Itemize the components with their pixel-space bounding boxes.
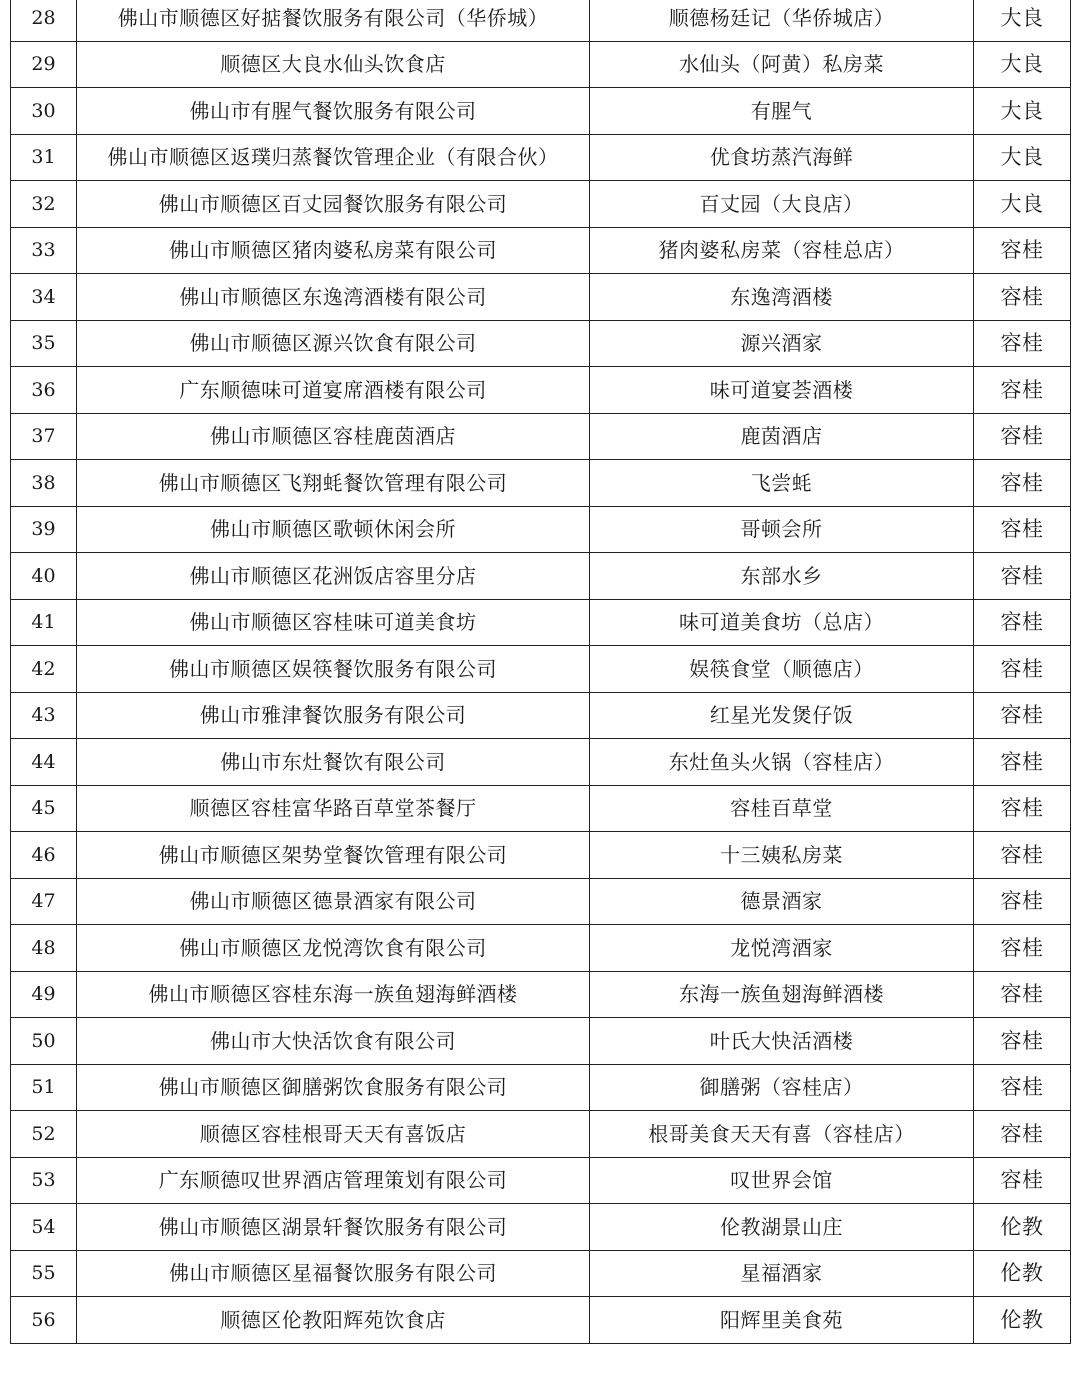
company-name-cell: 佛山市顺德区架势堂餐饮管理有限公司 — [77, 832, 590, 879]
row-number-cell: 37 — [11, 413, 77, 460]
company-name-cell: 佛山市顺德区源兴饮食有限公司 — [77, 320, 590, 367]
brand-name-cell: 十三姨私房菜 — [590, 832, 974, 879]
brand-name-cell: 御膳粥（容桂店） — [590, 1064, 974, 1111]
town-cell: 容桂 — [974, 1157, 1071, 1204]
brand-name-cell: 有腥气 — [590, 88, 974, 135]
town-cell: 容桂 — [974, 413, 1071, 460]
town-cell: 容桂 — [974, 739, 1071, 786]
brand-name-cell: 龙悦湾酒家 — [590, 925, 974, 972]
town-cell: 容桂 — [974, 1018, 1071, 1065]
restaurant-list-table — [10, 0, 1071, 1344]
table-row — [11, 739, 1071, 786]
table-row — [11, 553, 1071, 600]
town-cell: 容桂 — [974, 320, 1071, 367]
row-number-cell: 42 — [11, 646, 77, 693]
company-name-cell: 佛山市顺德区御膳粥饮食服务有限公司 — [77, 1064, 590, 1111]
table-row — [11, 367, 1071, 414]
company-name-cell: 佛山市顺德区容桂东海一族鱼翅海鲜酒楼 — [77, 971, 590, 1018]
brand-name-cell: 百丈园（大良店） — [590, 181, 974, 228]
brand-name-cell: 德景酒家 — [590, 878, 974, 925]
row-number-cell: 38 — [11, 460, 77, 507]
row-number-cell: 52 — [11, 1111, 77, 1158]
table-row — [11, 506, 1071, 553]
town-cell: 伦教 — [974, 1250, 1071, 1297]
row-number-cell: 56 — [11, 1297, 77, 1344]
table-row — [11, 1157, 1071, 1204]
town-cell: 大良 — [974, 181, 1071, 228]
row-number-cell: 43 — [11, 692, 77, 739]
company-name-cell: 顺德区容桂富华路百草堂茶餐厅 — [77, 785, 590, 832]
row-number-cell: 39 — [11, 506, 77, 553]
brand-name-cell: 娱筷食堂（顺德店） — [590, 646, 974, 693]
table-row — [11, 692, 1071, 739]
row-number-cell: 55 — [11, 1250, 77, 1297]
town-cell: 大良 — [974, 41, 1071, 88]
brand-name-cell: 水仙头（阿黄）私房菜 — [590, 41, 974, 88]
company-name-cell: 佛山市顺德区德景酒家有限公司 — [77, 878, 590, 925]
table-row — [11, 646, 1071, 693]
company-name-cell: 佛山市有腥气餐饮服务有限公司 — [77, 88, 590, 135]
table-row — [11, 599, 1071, 646]
table-row — [11, 1111, 1071, 1158]
row-number-cell: 44 — [11, 739, 77, 786]
company-name-cell: 顺德区容桂根哥天天有喜饭店 — [77, 1111, 590, 1158]
table-row — [11, 274, 1071, 321]
document-page — [10, 0, 1070, 1391]
company-name-cell: 佛山市顺德区飞翔蚝餐饮管理有限公司 — [77, 460, 590, 507]
table-row — [11, 1204, 1071, 1251]
row-number-cell: 40 — [11, 553, 77, 600]
table-row — [11, 925, 1071, 972]
table-row — [11, 320, 1071, 367]
table-row — [11, 1018, 1071, 1065]
town-cell: 容桂 — [974, 1111, 1071, 1158]
brand-name-cell: 东部水乡 — [590, 553, 974, 600]
table-row — [11, 181, 1071, 228]
company-name-cell: 佛山市顺德区龙悦湾饮食有限公司 — [77, 925, 590, 972]
brand-name-cell: 红星光发煲仔饭 — [590, 692, 974, 739]
town-cell: 大良 — [974, 134, 1071, 181]
town-cell: 容桂 — [974, 274, 1071, 321]
town-cell: 大良 — [974, 0, 1071, 41]
table-row — [11, 88, 1071, 135]
town-cell: 容桂 — [974, 646, 1071, 693]
brand-name-cell: 根哥美食天天有喜（容桂店） — [590, 1111, 974, 1158]
town-cell: 容桂 — [974, 227, 1071, 274]
town-cell: 容桂 — [974, 785, 1071, 832]
brand-name-cell: 猪肉婆私房菜（容桂总店） — [590, 227, 974, 274]
company-name-cell: 佛山市顺德区百丈园餐饮服务有限公司 — [77, 181, 590, 228]
company-name-cell: 佛山市顺德区东逸湾酒楼有限公司 — [77, 274, 590, 321]
table-row — [11, 460, 1071, 507]
row-number-cell: 36 — [11, 367, 77, 414]
company-name-cell: 佛山市雅津餐饮服务有限公司 — [77, 692, 590, 739]
town-cell: 容桂 — [974, 553, 1071, 600]
table-row — [11, 785, 1071, 832]
table-body — [11, 0, 1071, 1343]
town-cell: 容桂 — [974, 506, 1071, 553]
table-row — [11, 832, 1071, 879]
town-cell: 容桂 — [974, 460, 1071, 507]
company-name-cell: 佛山市顺德区猪肉婆私房菜有限公司 — [77, 227, 590, 274]
row-number-cell: 35 — [11, 320, 77, 367]
table-row — [11, 227, 1071, 274]
company-name-cell: 佛山市大快活饮食有限公司 — [77, 1018, 590, 1065]
row-number-cell: 34 — [11, 274, 77, 321]
brand-name-cell: 叶氏大快活酒楼 — [590, 1018, 974, 1065]
company-name-cell: 广东顺德味可道宴席酒楼有限公司 — [77, 367, 590, 414]
town-cell: 大良 — [974, 88, 1071, 135]
company-name-cell: 顺德区大良水仙头饮食店 — [77, 41, 590, 88]
table-row — [11, 1064, 1071, 1111]
brand-name-cell: 星福酒家 — [590, 1250, 974, 1297]
company-name-cell: 佛山市顺德区返璞归蒸餐饮管理企业（有限合伙） — [77, 134, 590, 181]
row-number-cell: 28 — [11, 0, 77, 41]
row-number-cell: 47 — [11, 878, 77, 925]
town-cell: 伦教 — [974, 1297, 1071, 1344]
company-name-cell: 佛山市顺德区娱筷餐饮服务有限公司 — [77, 646, 590, 693]
row-number-cell: 32 — [11, 181, 77, 228]
company-name-cell: 佛山市顺德区花洲饭店容里分店 — [77, 553, 590, 600]
company-name-cell: 佛山市顺德区歌顿休闲会所 — [77, 506, 590, 553]
row-number-cell: 51 — [11, 1064, 77, 1111]
row-number-cell: 29 — [11, 41, 77, 88]
town-cell: 容桂 — [974, 599, 1071, 646]
brand-name-cell: 哥顿会所 — [590, 506, 974, 553]
table-row — [11, 971, 1071, 1018]
brand-name-cell: 阳辉里美食苑 — [590, 1297, 974, 1344]
row-number-cell: 41 — [11, 599, 77, 646]
brand-name-cell: 飞尝蚝 — [590, 460, 974, 507]
table-row — [11, 413, 1071, 460]
company-name-cell: 广东顺德叹世界酒店管理策划有限公司 — [77, 1157, 590, 1204]
town-cell: 容桂 — [974, 925, 1071, 972]
brand-name-cell: 鹿茵酒店 — [590, 413, 974, 460]
brand-name-cell: 味可道美食坊（总店） — [590, 599, 974, 646]
row-number-cell: 48 — [11, 925, 77, 972]
brand-name-cell: 叹世界会馆 — [590, 1157, 974, 1204]
brand-name-cell: 东逸湾酒楼 — [590, 274, 974, 321]
brand-name-cell: 顺德杨廷记（华侨城店） — [590, 0, 974, 41]
table-row — [11, 41, 1071, 88]
town-cell: 容桂 — [974, 692, 1071, 739]
table-row — [11, 878, 1071, 925]
company-name-cell: 顺德区伦教阳辉苑饮食店 — [77, 1297, 590, 1344]
company-name-cell: 佛山市顺德区容桂味可道美食坊 — [77, 599, 590, 646]
row-number-cell: 30 — [11, 88, 77, 135]
town-cell: 容桂 — [974, 1064, 1071, 1111]
row-number-cell: 46 — [11, 832, 77, 879]
company-name-cell: 佛山市顺德区容桂鹿茵酒店 — [77, 413, 590, 460]
row-number-cell: 49 — [11, 971, 77, 1018]
row-number-cell: 31 — [11, 134, 77, 181]
company-name-cell: 佛山市顺德区湖景轩餐饮服务有限公司 — [77, 1204, 590, 1251]
brand-name-cell: 味可道宴荟酒楼 — [590, 367, 974, 414]
row-number-cell: 54 — [11, 1204, 77, 1251]
town-cell: 伦教 — [974, 1204, 1071, 1251]
row-number-cell: 53 — [11, 1157, 77, 1204]
row-number-cell: 50 — [11, 1018, 77, 1065]
company-name-cell: 佛山市顺德区好掂餐饮服务有限公司（华侨城） — [77, 0, 590, 41]
company-name-cell: 佛山市东灶餐饮有限公司 — [77, 739, 590, 786]
row-number-cell: 45 — [11, 785, 77, 832]
table-row — [11, 0, 1071, 41]
table-row — [11, 1297, 1071, 1344]
brand-name-cell: 容桂百草堂 — [590, 785, 974, 832]
company-name-cell: 佛山市顺德区星福餐饮服务有限公司 — [77, 1250, 590, 1297]
brand-name-cell: 东海一族鱼翅海鲜酒楼 — [590, 971, 974, 1018]
town-cell: 容桂 — [974, 878, 1071, 925]
town-cell: 容桂 — [974, 971, 1071, 1018]
town-cell: 容桂 — [974, 367, 1071, 414]
brand-name-cell: 伦教湖景山庄 — [590, 1204, 974, 1251]
brand-name-cell: 东灶鱼头火锅（容桂店） — [590, 739, 974, 786]
row-number-cell: 33 — [11, 227, 77, 274]
town-cell: 容桂 — [974, 832, 1071, 879]
brand-name-cell: 优食坊蒸汽海鲜 — [590, 134, 974, 181]
table-row — [11, 1250, 1071, 1297]
table-row — [11, 134, 1071, 181]
brand-name-cell: 源兴酒家 — [590, 320, 974, 367]
